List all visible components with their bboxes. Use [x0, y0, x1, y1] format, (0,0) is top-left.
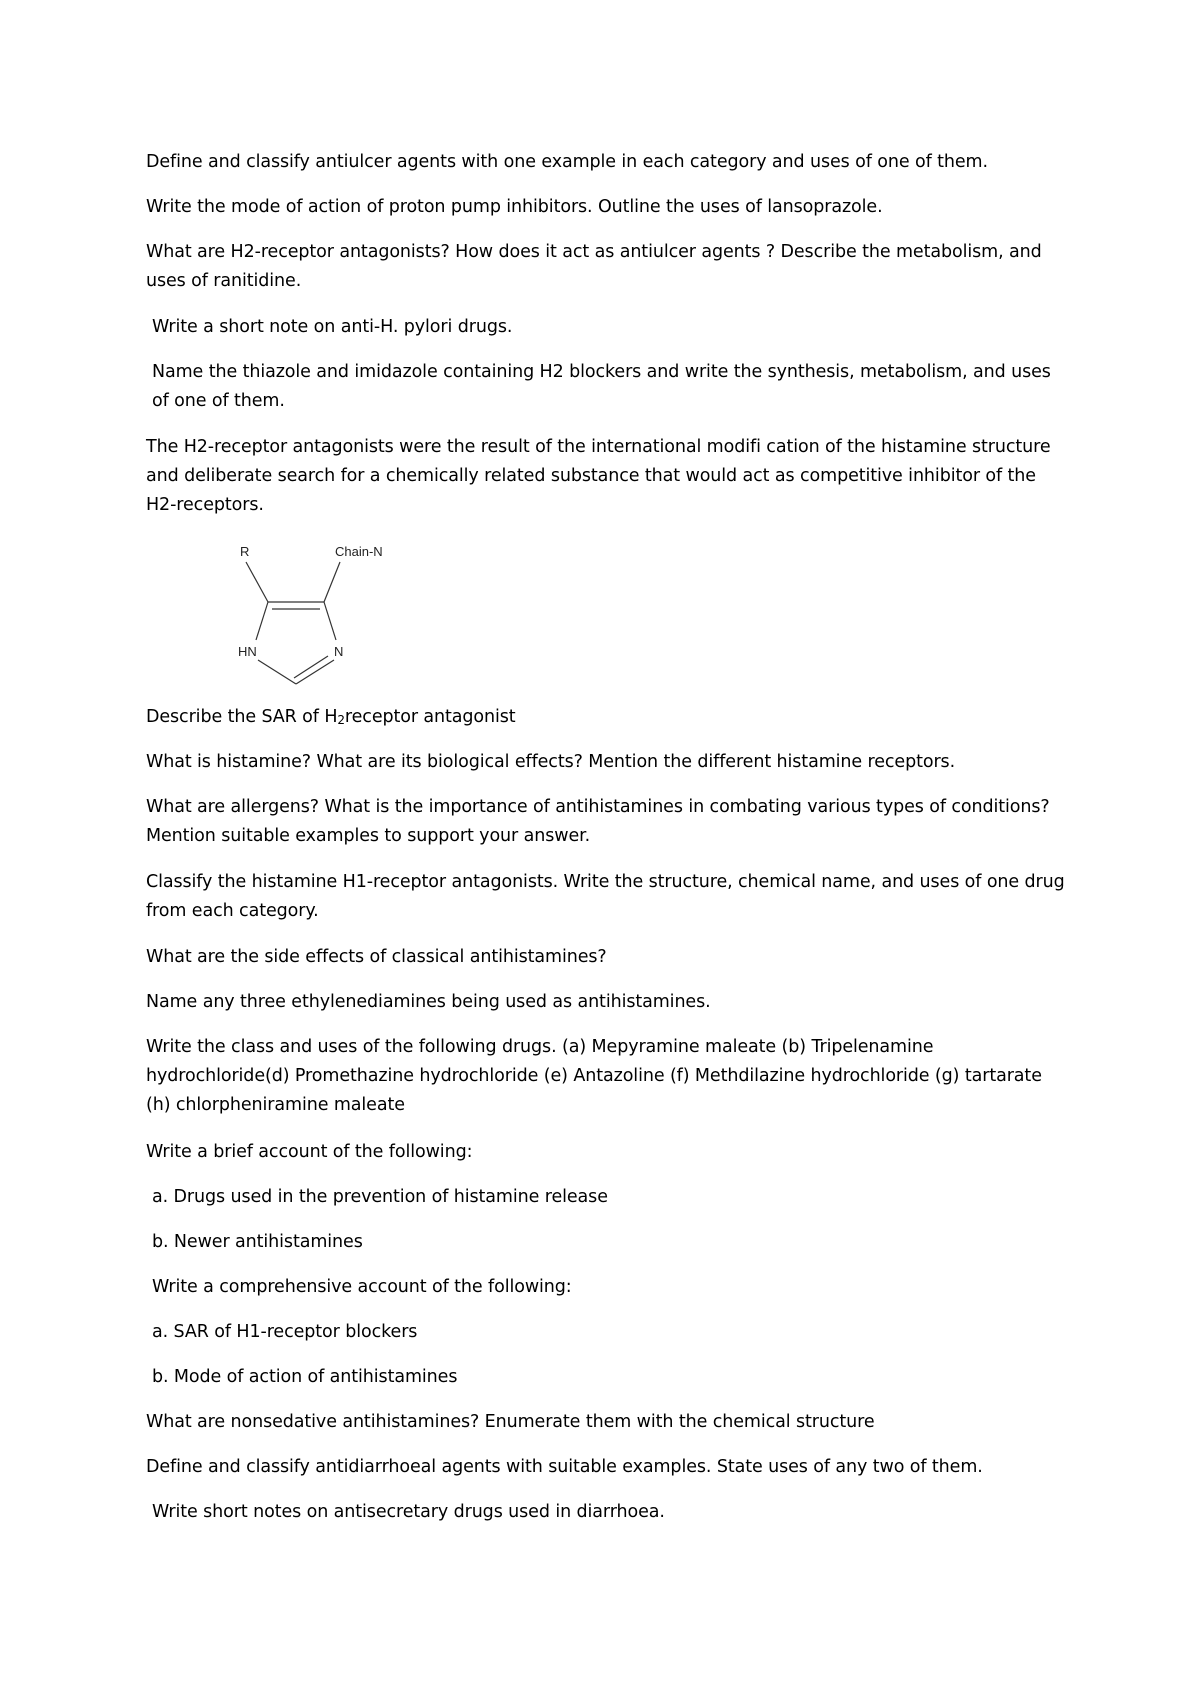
question-ethylenediamines: Name any three ethylenediamines being used as antihistamines.	[146, 992, 711, 1012]
question-antidiarrhoeal: Define and classify antidiarrhoeal agents with suitable examples. State uses of any two of them.	[146, 1457, 983, 1477]
question-h2-sar	[146, 703, 1066, 732]
bond-hn-c2	[258, 660, 296, 684]
question-h1-classify: Classify the histamine H1-receptor antagonists. Write the structure, chemical name, and uses of one drug from each category.	[146, 872, 1065, 921]
sar-prefix: Describe the SAR of H	[146, 707, 338, 727]
imidazole-structure-diagram	[200, 540, 400, 700]
bond-c-n	[324, 602, 336, 640]
question-nonsedative: What are nonsedative antihistamines? Enumerate them with the chemical structure	[146, 1412, 875, 1432]
question-brief-account: Write a brief account of the following:	[146, 1142, 473, 1162]
question-ppi-mode-of-action: Write the mode of action of proton pump inhibitors. Outline the uses of lansoprazole.	[146, 197, 883, 217]
sar-subscript: 2	[337, 713, 345, 727]
question-thiazole-imidazole: Name the thiazole and imidazole containing H2 blockers and write the synthesis, metabolism, and uses of one of them.	[152, 362, 1051, 411]
question-antiulcer-classify: Define and classify antiulcer agents with one example in each category and uses of one of them.	[146, 152, 988, 172]
bond-c-hn	[256, 602, 268, 640]
item-mode-of-action: b. Mode of action of antihistamines	[152, 1367, 458, 1387]
question-antisecretary: Write short notes on antisecretary drugs used in diarrhoea.	[152, 1502, 665, 1522]
sar-suffix: receptor antagonist	[344, 707, 516, 727]
structure-label-hn: HN	[238, 644, 257, 659]
structure-label-n: N	[334, 644, 344, 659]
bond-r	[246, 562, 268, 602]
question-side-effects: What are the side effects of classical antihistamines?	[146, 947, 607, 967]
structure-label-r: R	[240, 544, 250, 559]
item-newer-antihistamines: b. Newer antihistamines	[152, 1232, 363, 1252]
bond-chain	[324, 562, 340, 602]
question-histamine: What is histamine? What are its biological effects? Mention the different histamine receptors.	[146, 752, 956, 772]
question-drug-class-uses: Write the class and uses of the following drugs. (a) Mepyramine maleate (b) Tripelenamine hydrochloride(d) Promethazine hydrochloride (e) Antazoline (f) Methdilazine hydrochloride (g) tartarate (h) chlorpheniramine maleate	[146, 1037, 1042, 1115]
question-comprehensive-account: Write a comprehensive account of the following:	[152, 1277, 572, 1297]
question-allergens: What are allergens? What is the importance of antihistamines in combating various types of conditions? Mention suitable examples to support your answer.	[146, 797, 1050, 846]
question-h2-antagonists: What are H2-receptor antagonists? How does it act as antiulcer agents ? Describe the metabolism, and uses of ranitidine.	[146, 242, 1042, 291]
bond-n-c2	[296, 660, 334, 684]
question-anti-h-pylori: Write a short note on anti-H. pylori drugs.	[152, 317, 513, 337]
item-h1-sar: a. SAR of H1-receptor blockers	[152, 1322, 418, 1342]
structure-label-chain: Chain-N	[335, 544, 383, 559]
item-histamine-release: a. Drugs used in the prevention of histamine release	[152, 1187, 608, 1207]
paragraph-h2-antagonist-origin: The H2-receptor antagonists were the result of the international modifi cation of the histamine structure and deliberate search for a chemically related substance that would act as competitive inhibitor of the H2-receptors.	[146, 437, 1051, 515]
